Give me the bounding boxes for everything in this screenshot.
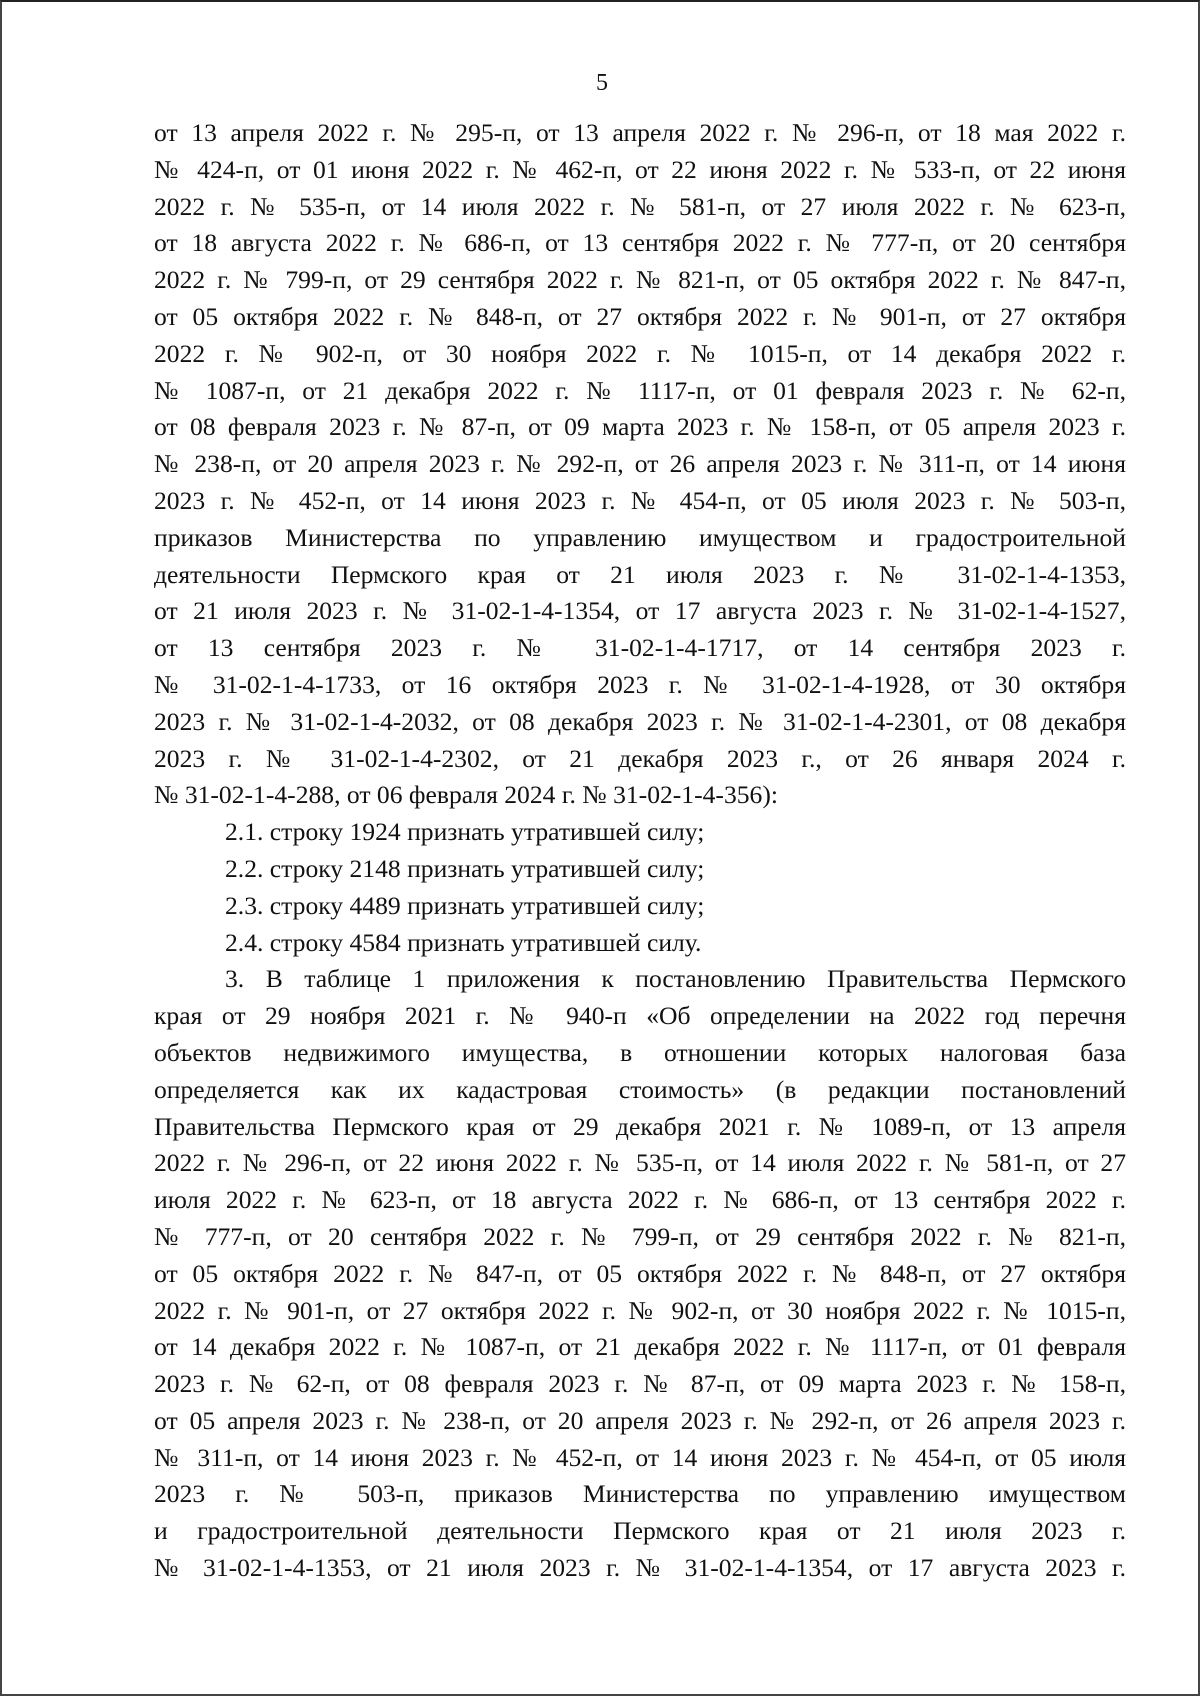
text-line: 2023 г. № 503-п, приказов Министерства по управлению имуществом	[154, 1479, 1126, 1509]
text-line: от 14 декабря 2022 г. № 1087-п, от 21 декабря 2022 г. № 1117-п, от 01 февраля	[154, 1332, 1126, 1362]
document-body	[154, 115, 1126, 1587]
text-line: от 13 апреля 2022 г. № 295-п, от 13 апреля 2022 г. № 296-п, от 18 мая 2022 г.	[154, 118, 1126, 147]
text-line: Правительства Пермского края от 29 декабря 2021 г. № 1089-п, от 13 апреля	[154, 1111, 1126, 1141]
text-line: 3. В таблице 1 приложения к постановлению Правительства Пермского	[225, 964, 1126, 994]
text-line: деятельности Пермского края от 21 июля 2023 г. № 31-02-1-4-1353,	[154, 559, 1126, 589]
text-line: объектов недвижимого имущества, в отношении которых налоговая база	[154, 1037, 1126, 1067]
text-line: № 31-02-1-4-288, от 06 февраля 2024 г. № 31-02-1-4-356):	[154, 780, 778, 810]
text-line: от 05 апреля 2023 г. № 238-п, от 20 апреля 2023 г. № 292-п, от 26 апреля 2023 г.	[154, 1405, 1126, 1435]
text-line: июля 2022 г. № 623-п, от 18 августа 2022 г. № 686-п, от 13 сентября 2022 г.	[154, 1185, 1126, 1215]
text-line: края от 29 ноября 2021 г. № 940-п «Об определении на 2022 год перечня	[154, 1001, 1126, 1031]
text-line: № 31-02-1-4-1733, от 16 октября 2023 г. № 31-02-1-4-1928, от 30 октября	[154, 669, 1126, 699]
text-line: 2023 г. № 452-п, от 14 июня 2023 г. № 454-п, от 05 июля 2023 г. № 503-п,	[154, 485, 1126, 515]
text-line: 2022 г. № 799-п, от 29 сентября 2022 г. № 821-п, от 05 октября 2022 г. № 847-п,	[154, 265, 1126, 295]
text-line: от 08 февраля 2023 г. № 87-п, от 09 марта 2023 г. № 158-п, от 05 апреля 2023 г.	[154, 412, 1126, 442]
text-line: и градостроительной деятельности Пермского края от 21 июля 2023 г.	[154, 1516, 1126, 1546]
text-line: от 21 июля 2023 г. № 31-02-1-4-1354, от 17 августа 2023 г. № 31-02-1-4-1527,	[154, 596, 1126, 626]
text-line: № 238-п, от 20 апреля 2023 г. № 292-п, от 26 апреля 2023 г. № 311-п, от 14 июня	[154, 449, 1126, 479]
text-line: 2022 г. № 296-п, от 22 июня 2022 г. № 535-п, от 14 июля 2022 г. № 581-п, от 27	[154, 1148, 1126, 1178]
text-line: 2022 г. № 902-п, от 30 ноября 2022 г. № 1015-п, от 14 декабря 2022 г.	[154, 338, 1126, 368]
text-line: 2023 г. № 31-02-1-4-2302, от 21 декабря 2023 г., от 26 января 2024 г.	[154, 743, 1126, 773]
list-item: 2.2. строку 2148 признать утратившей силу;	[225, 853, 705, 883]
text-line: приказов Министерства по управлению имуществом и градостроительной	[154, 522, 1126, 552]
text-line: от 18 августа 2022 г. № 686-п, от 13 сентября 2022 г. № 777-п, от 20 сентября	[154, 228, 1126, 258]
text-line: 2023 г. № 62-п, от 08 февраля 2023 г. № 87-п, от 09 марта 2023 г. № 158-п,	[154, 1369, 1126, 1399]
list-item: 2.3. строку 4489 признать утратившей силу;	[225, 890, 705, 920]
text-line: № 424-п, от 01 июня 2022 г. № 462-п, от 22 июня 2022 г. № 533-п, от 22 июня	[154, 154, 1126, 184]
text-line: № 31-02-1-4-1353, от 21 июля 2023 г. № 31-02-1-4-1354, от 17 августа 2023 г.	[154, 1553, 1126, 1583]
text-line: 2023 г. № 31-02-1-4-2032, от 08 декабря 2023 г. № 31-02-1-4-2301, от 08 декабря	[154, 706, 1126, 736]
list-item: 2.1. строку 1924 признать утратившей силу;	[225, 817, 705, 847]
list-item: 2.4. строку 4584 признать утратившей силу.	[225, 927, 702, 957]
text-line: от 05 октября 2022 г. № 847-п, от 05 октября 2022 г. № 848-п, от 27 октября	[154, 1258, 1126, 1288]
text-line: 2022 г. № 901-п, от 27 октября 2022 г. № 902-п, от 30 ноября 2022 г. № 1015-п,	[154, 1295, 1126, 1325]
text-line: от 13 сентября 2023 г. № 31-02-1-4-1717, от 14 сентября 2023 г.	[154, 633, 1126, 663]
text-line: определяется как их кадастровая стоимость» (в редакции постановлений	[154, 1074, 1126, 1104]
page-number: 5	[596, 70, 608, 96]
text-line: № 1087-п, от 21 декабря 2022 г. № 1117-п, от 01 февраля 2023 г. № 62-п,	[154, 375, 1126, 405]
text-line: 2022 г. № 535-п, от 14 июля 2022 г. № 581-п, от 27 июля 2022 г. № 623-п,	[154, 191, 1126, 221]
text-line: от 05 октября 2022 г. № 848-п, от 27 октября 2022 г. № 901-п, от 27 октября	[154, 301, 1126, 331]
text-line: № 777-п, от 20 сентября 2022 г. № 799-п, от 29 сентября 2022 г. № 821-п,	[154, 1221, 1126, 1251]
text-line: № 311-п, от 14 июня 2023 г. № 452-п, от 14 июня 2023 г. № 454-п, от 05 июля	[154, 1442, 1126, 1472]
